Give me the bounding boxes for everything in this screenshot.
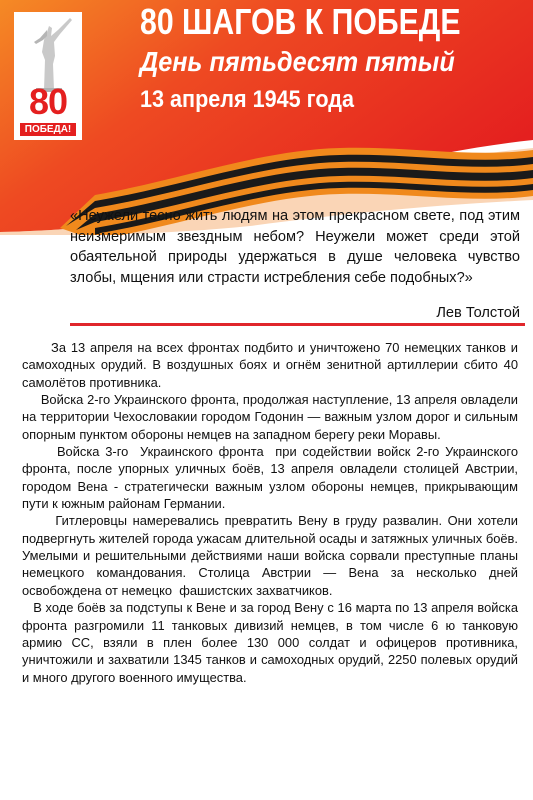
page-subtitle: День пятьдесят пятый xyxy=(140,46,455,77)
epigraph-quote: «Неужели тесно жить людям на этом прекрасном свете, под этим неизмеримым звездным небом? Неужели может среди этой обаятельной природы удержаться в душе человека чувство злобы, мщения или страсти истребления себе подобных?» xyxy=(70,208,520,286)
logo-number: 80 xyxy=(28,81,68,122)
article-paragraph: Войска 3-го Украинского фронта при содействии войск 2-го Украинского фронта, после упорных уличных боёв, 13 апреля овладели столицей Австрии, городом Вена - стратегически важным узлом обороны немцев, прикрывающим пути к южным районам Германии. xyxy=(22,444,522,512)
logo-text: ПОБЕДА! xyxy=(20,123,76,136)
page-title: 80 ШАГОВ К ПОБЕДЕ xyxy=(140,1,461,42)
motherland-monument-icon xyxy=(14,12,82,92)
epigraph-author: Лев Толстой xyxy=(436,305,520,321)
victory-80-logo xyxy=(14,12,82,140)
article-paragraph: В ходе боёв за подступы к Вене и за город Вену с 16 марта по 13 апреля войска фронта разгромили 11 танковых дивизий немцев, в том числе 6 ю танковую армию СС, взяли в плен более 130 000 солдат и офицеров противника, уничтожили и захватили 1345 танков и самоходных орудий, 2250 полевых орудий и много другого военного имущества. xyxy=(22,600,522,685)
page-date: 13 апреля 1945 года xyxy=(140,86,355,113)
article-paragraph: Войска 2-го Украинского фронта, продолжая наступление, 13 апреля овладели на территории Чехословакии городом Годонин — важным узлом дорог и сильным опорным пунктом обороны немцев на западном берегу реки Моравы. xyxy=(22,392,522,442)
article-paragraph: За 13 апреля на всех фронтах подбито и уничтожено 70 немецких танков и самоходных орудий. В воздушных боях и огнём зенитной артиллерии сбито 40 самолётов противника. xyxy=(22,340,522,390)
divider-line xyxy=(70,323,525,326)
article-paragraph: Гитлеровцы намеревались превратить Вену в груду развалин. Они хотели подвергнуть жителей города ужасам длительной осады и затяжных уличных боёв. Умелыми и решительными действиями наши войска сорвали преступные планы немецкого командования. Столица Австрии — Вена за несколько дней освобождена от немецко фашистских захватчиков. xyxy=(22,513,522,598)
article-body xyxy=(22,339,522,686)
